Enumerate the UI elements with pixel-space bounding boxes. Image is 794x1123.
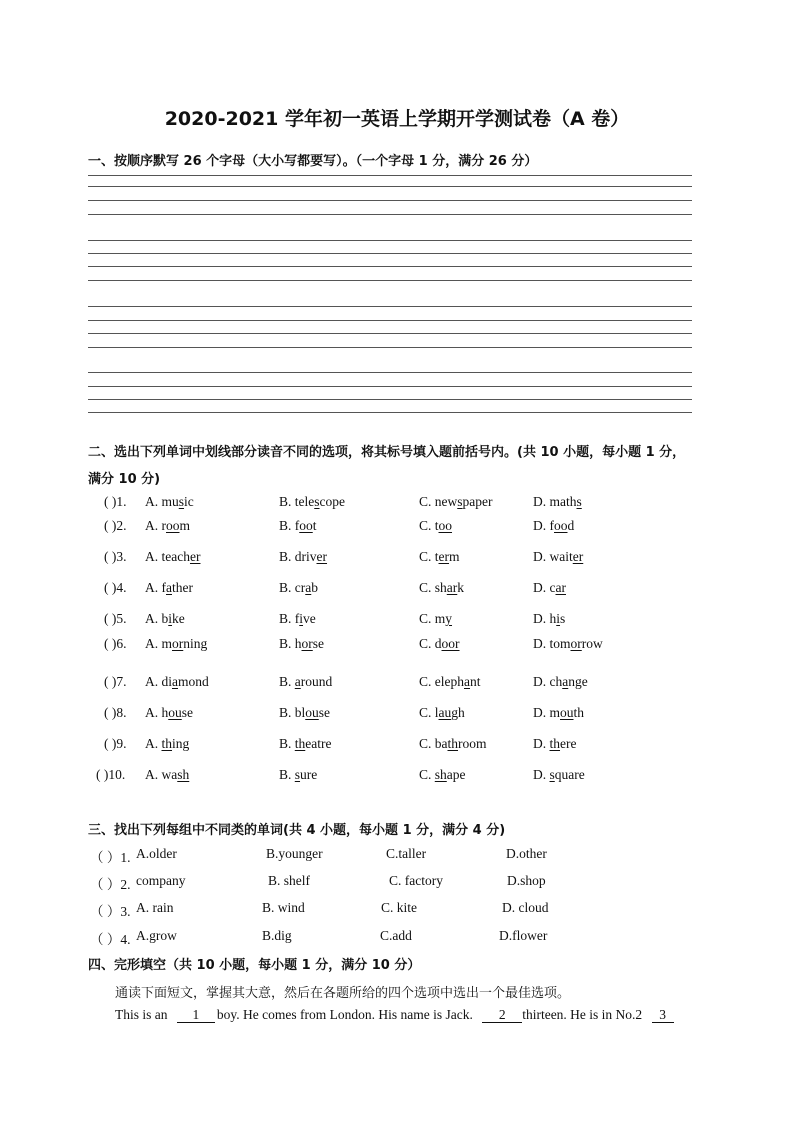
- cloze-blank[interactable]: 3: [652, 1007, 674, 1023]
- option-text: D.: [533, 767, 550, 782]
- option-text: se: [318, 705, 331, 720]
- answer-bracket[interactable]: ( )4.: [104, 580, 127, 595]
- underlined-letters: i: [556, 611, 561, 626]
- option-b: B. wind: [262, 900, 305, 915]
- option-text: A. di: [145, 674, 172, 689]
- section1-heading: 一、按顺序默写 26 个字母（大小写都要写）。（一个字母 1 分，满分 26 分）: [88, 154, 538, 169]
- underlined-letters: ou: [168, 705, 182, 720]
- option-text: gh: [451, 705, 465, 720]
- option-text: C. m: [419, 611, 446, 626]
- option-text: ing: [172, 736, 190, 751]
- option-b: B. shelf: [268, 873, 310, 888]
- underlined-letters: ou: [560, 705, 574, 720]
- writing-line: [88, 280, 692, 281]
- option-text: B.: [279, 767, 295, 782]
- passage-text: thirteen. He is in No.2: [522, 1007, 643, 1022]
- option-a: [145, 636, 207, 652]
- option-c: [419, 636, 460, 652]
- answer-bracket[interactable]: ( )8.: [104, 705, 127, 720]
- option-c: [419, 674, 481, 690]
- underlined-letters: or: [570, 636, 582, 651]
- option-text: D. math: [533, 494, 577, 509]
- option-text: A. h: [145, 705, 169, 720]
- option-b: [279, 767, 317, 783]
- option-b: [279, 518, 317, 534]
- underlined-letters: s: [576, 494, 582, 509]
- option-text: D. wait: [533, 549, 573, 564]
- underlined-letters: a: [562, 674, 569, 689]
- writing-line: [88, 175, 692, 176]
- option-c: C. factory: [389, 873, 443, 888]
- option-text: se: [181, 705, 193, 720]
- underlined-letters: or: [301, 636, 313, 651]
- option-d: [533, 518, 574, 534]
- option-text: D. h: [533, 611, 557, 626]
- option-text: C. eleph: [419, 674, 464, 689]
- option-a: [145, 518, 190, 534]
- underlined-letters: s: [549, 767, 555, 782]
- underlined-letters: th: [294, 736, 306, 751]
- option-text: B. tele: [279, 494, 315, 509]
- writing-line: [88, 253, 692, 254]
- option-text: D. tom: [533, 636, 571, 651]
- option-a: [145, 580, 193, 596]
- option-text: A. r: [145, 518, 166, 533]
- answer-bracket[interactable]: ( )9.: [104, 736, 127, 751]
- underlined-letters: sh: [177, 767, 190, 782]
- passage-text: boy. He comes from London. His name is Jack.: [216, 1007, 473, 1022]
- option-text: B.: [279, 736, 295, 751]
- option-text: A. mu: [145, 494, 179, 509]
- underlined-letters: er: [438, 549, 450, 564]
- option-text: ther: [172, 580, 193, 595]
- option-text: B. f: [279, 611, 300, 626]
- option-text: room: [458, 736, 487, 751]
- answer-bracket[interactable]: ( )10.: [96, 767, 126, 782]
- option-text: k: [457, 580, 465, 595]
- writing-line: [88, 200, 692, 201]
- option-a: [145, 494, 194, 510]
- underlined-letters: er: [316, 549, 328, 564]
- option-text: mond: [178, 674, 209, 689]
- option-text: C. d: [419, 636, 442, 651]
- underlined-letters: th: [161, 736, 173, 751]
- option-c: C.add: [380, 928, 412, 943]
- writing-line: [88, 372, 692, 373]
- option-text: ke: [172, 611, 185, 626]
- option-d: [533, 494, 582, 510]
- option-a: [145, 736, 189, 752]
- option-text: A. b: [145, 611, 169, 626]
- option-text: quare: [554, 767, 585, 782]
- option-text: ape: [446, 767, 466, 782]
- option-b: [279, 580, 318, 596]
- underlined-letters: oo: [438, 518, 453, 533]
- option-text: nt: [470, 674, 481, 689]
- answer-bracket[interactable]: ( )1.: [104, 494, 127, 509]
- underlined-letters: ar: [555, 580, 566, 595]
- writing-line: [88, 386, 692, 387]
- underlined-letters: au: [438, 705, 452, 720]
- option-d: [533, 549, 583, 565]
- page-title: 2020-2021 学年初一英语上学期开学测试卷（A 卷）: [164, 108, 630, 130]
- option-text: ve: [303, 611, 316, 626]
- underlined-letters: s: [314, 494, 320, 509]
- option-a: [145, 767, 189, 783]
- option-d: [533, 580, 566, 596]
- option-text: B. bl: [279, 705, 306, 720]
- option-text: C. ba: [419, 736, 448, 751]
- option-d: D.other: [506, 846, 547, 861]
- option-text: D. c: [533, 580, 556, 595]
- option-text: t: [312, 518, 317, 533]
- underlined-letters: a: [464, 674, 470, 689]
- underlined-letters: sh: [434, 767, 447, 782]
- underlined-letters: y: [445, 611, 453, 626]
- answer-bracket[interactable]: ( )2.: [104, 518, 127, 533]
- option-c: [419, 549, 460, 565]
- option-text: B. cr: [279, 580, 306, 595]
- option-d: D.flower: [499, 928, 548, 943]
- underlined-letters: th: [447, 736, 459, 751]
- option-d: [533, 705, 584, 721]
- option-b: [279, 494, 345, 510]
- option-text: round: [300, 674, 333, 689]
- writing-line: [88, 240, 692, 241]
- option-text: B.: [279, 674, 295, 689]
- option-b: B.dig: [262, 928, 292, 943]
- option-b: B.younger: [266, 846, 323, 861]
- option-text: nge: [568, 674, 588, 689]
- option-a: A. rain: [136, 900, 174, 915]
- underlined-letters: i: [168, 611, 173, 626]
- option-text: A. f: [145, 580, 166, 595]
- underlined-letters: a: [166, 580, 172, 595]
- underlined-letters: th: [549, 736, 561, 751]
- option-text: d: [567, 518, 575, 533]
- passage-text: This is an: [115, 1007, 168, 1022]
- option-b: [279, 705, 330, 721]
- section3-heading: 三、找出下列每组中不同类的单词(共 4 小题，每小题 1 分，满分 4 分): [88, 823, 506, 838]
- option-c: [419, 518, 452, 534]
- option-text: C. l: [419, 705, 439, 720]
- section4-instruction: 通读下面短文，掌握其大意，然后在各题所给的四个选项中选出一个最佳选项。: [115, 986, 571, 1001]
- underlined-letters: er: [572, 549, 584, 564]
- option-a: [145, 611, 185, 627]
- option-d: D. cloud: [502, 900, 549, 915]
- option-b: [279, 636, 324, 652]
- option-d: [533, 736, 577, 752]
- option-c: [419, 705, 465, 721]
- underlined-letters: or: [172, 636, 184, 651]
- cloze-passage: [115, 1007, 674, 1023]
- writing-line: [88, 306, 692, 307]
- cloze-blank[interactable]: 1: [177, 1007, 215, 1023]
- underlined-letters: a: [294, 674, 301, 689]
- writing-line: [88, 347, 692, 348]
- option-a: [145, 705, 193, 721]
- option-text: paper: [462, 494, 493, 509]
- option-c: C.taller: [386, 846, 427, 861]
- underlined-letters: a: [305, 580, 312, 595]
- option-text: B. f: [279, 518, 300, 533]
- underlined-letters: er: [189, 549, 201, 564]
- section4-heading: 四、完形填空（共 10 小题，每小题 1 分，满分 10 分）: [88, 958, 421, 973]
- option-d: [533, 767, 585, 783]
- section2-heading-cont: 满分 10 分): [88, 472, 161, 487]
- underlined-letters: s: [178, 494, 185, 509]
- option-text: ere: [560, 736, 577, 751]
- answer-bracket[interactable]: ( )7.: [104, 674, 127, 689]
- answer-bracket[interactable]: （ ）1.: [90, 850, 131, 865]
- option-d: [533, 674, 588, 690]
- answer-bracket[interactable]: （ ）4.: [90, 932, 131, 947]
- answer-bracket[interactable]: ( )3.: [104, 549, 127, 564]
- underlined-letters: oo: [299, 518, 313, 533]
- option-c: C. kite: [381, 900, 417, 915]
- option-d: D.shop: [507, 873, 546, 888]
- underlined-letters: s: [457, 494, 463, 509]
- underlined-letters: ou: [305, 705, 319, 720]
- option-d: [533, 636, 603, 652]
- option-text: D. ch: [533, 674, 563, 689]
- option-text: B. driv: [279, 549, 317, 564]
- option-text: ic: [184, 494, 194, 509]
- option-a: company: [136, 873, 186, 888]
- option-text: eatre: [305, 736, 332, 751]
- underlined-letters: oo: [166, 518, 180, 533]
- option-text: C.: [419, 767, 435, 782]
- option-text: ning: [183, 636, 208, 651]
- writing-line: [88, 412, 692, 413]
- option-text: s: [560, 611, 566, 626]
- option-text: ure: [300, 767, 318, 782]
- option-text: C. new: [419, 494, 458, 509]
- option-c: [419, 767, 466, 783]
- option-text: se: [312, 636, 325, 651]
- option-c: [419, 736, 487, 752]
- answer-bracket[interactable]: ( )6.: [104, 636, 127, 651]
- option-a: [145, 549, 200, 565]
- option-b: [279, 611, 316, 627]
- section2-heading: 二、选出下列单词中划线部分读音不同的选项，将其标号填入题前括号内。(共 10 小题，每小题 1 分，: [88, 445, 686, 460]
- writing-line: [88, 266, 692, 267]
- option-text: D.: [533, 736, 550, 751]
- option-b: [279, 736, 332, 752]
- writing-line: [88, 214, 692, 215]
- option-c: [419, 494, 493, 510]
- writing-line: [88, 399, 692, 400]
- option-d: [533, 611, 565, 627]
- writing-line: [88, 333, 692, 334]
- option-b: [279, 549, 327, 565]
- option-c: [419, 611, 452, 627]
- option-text: D. f: [533, 518, 554, 533]
- option-a: A.older: [136, 846, 177, 861]
- option-text: D. m: [533, 705, 560, 720]
- underlined-letters: s: [294, 767, 301, 782]
- underlined-letters: ar: [446, 580, 458, 595]
- underlined-letters: a: [172, 674, 178, 689]
- option-text: cope: [319, 494, 345, 509]
- option-text: C. sh: [419, 580, 447, 595]
- underlined-letters: i: [299, 611, 304, 626]
- option-text: C. t: [419, 549, 439, 564]
- option-text: m: [449, 549, 460, 564]
- option-a: [145, 674, 209, 690]
- option-a: A.grow: [136, 928, 177, 943]
- option-text: b: [311, 580, 318, 595]
- option-text: m: [179, 518, 191, 533]
- option-text: B. h: [279, 636, 302, 651]
- underlined-letters: oo: [554, 518, 568, 533]
- cloze-blank[interactable]: 2: [482, 1007, 522, 1023]
- option-text: th: [573, 705, 585, 720]
- option-text: row: [581, 636, 603, 651]
- option-text: A. wa: [145, 767, 178, 782]
- writing-line: [88, 320, 692, 321]
- answer-bracket[interactable]: ( )5.: [104, 611, 127, 626]
- answer-bracket[interactable]: （ ）2.: [90, 877, 131, 892]
- option-b: [279, 674, 332, 690]
- option-text: A. teach: [145, 549, 190, 564]
- option-c: [419, 580, 464, 596]
- underlined-letters: oor: [441, 636, 460, 651]
- option-text: A. m: [145, 636, 172, 651]
- option-text: C. t: [419, 518, 439, 533]
- writing-line: [88, 186, 692, 187]
- answer-bracket[interactable]: （ ）3.: [90, 904, 131, 919]
- option-text: A.: [145, 736, 162, 751]
